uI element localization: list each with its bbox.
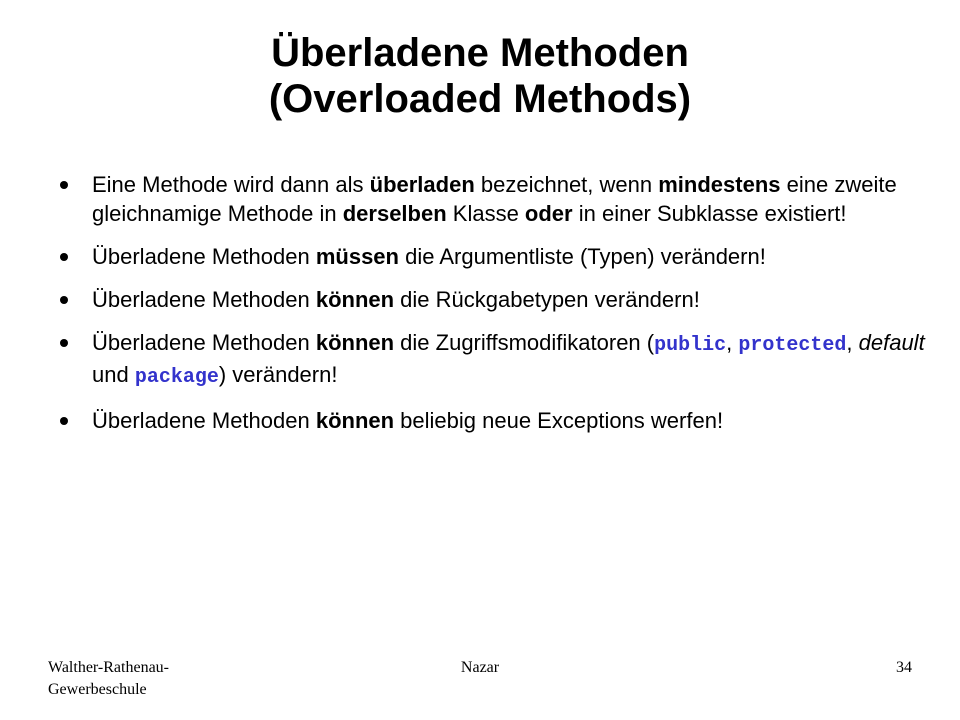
text: und bbox=[92, 362, 135, 387]
bullet-item-argument-list bbox=[56, 242, 926, 271]
text: die Zugriffsmodifikatoren ( bbox=[394, 330, 655, 355]
emphasis: können bbox=[315, 287, 395, 312]
text: Klasse bbox=[446, 201, 525, 226]
emphasis: derselben bbox=[342, 201, 447, 226]
title-line-1: Überladene Methoden bbox=[271, 31, 689, 75]
text: Überladene Methoden bbox=[92, 244, 316, 269]
text: die Rückgabetypen verändern! bbox=[394, 287, 700, 312]
title-line-2: (Overloaded Methods) bbox=[268, 77, 692, 121]
footer-page-number: 34 bbox=[896, 659, 912, 676]
text: Überladene Methoden bbox=[92, 287, 316, 312]
bullet-item-exceptions bbox=[56, 406, 926, 435]
emphasis: oder bbox=[524, 201, 573, 226]
text: in einer Subklasse existiert! bbox=[572, 201, 847, 226]
text: eine zweite gleichnamige Methode in bbox=[92, 172, 897, 226]
slide-title bbox=[0, 30, 960, 122]
bullet-dot-icon bbox=[60, 339, 68, 347]
text: bezeichnet, wenn bbox=[474, 172, 659, 197]
text: , bbox=[726, 330, 739, 355]
bullet-item-access-modifiers bbox=[56, 328, 926, 392]
emphasis: mindestens bbox=[658, 172, 781, 197]
text: ) verändern! bbox=[218, 362, 338, 387]
footer-school-line-1: Walther-Rathenau- bbox=[48, 659, 169, 676]
code-keyword: package bbox=[134, 366, 219, 389]
bullet-dot-icon bbox=[60, 417, 68, 425]
text: die Argumentliste (Typen) verändern! bbox=[398, 244, 766, 269]
emphasis: können bbox=[315, 408, 395, 433]
code-keyword: public bbox=[654, 334, 727, 357]
text: Eine Methode wird dann als bbox=[92, 172, 370, 197]
text: Überladene Methoden bbox=[92, 408, 316, 433]
code-keyword: protected bbox=[738, 334, 847, 357]
bullet-item-return-types bbox=[56, 285, 926, 314]
emphasis: überladen bbox=[369, 172, 475, 197]
footer-school-line-2: Gewerbeschule bbox=[48, 681, 147, 698]
bullet-list bbox=[56, 170, 926, 449]
emphasis: können bbox=[315, 330, 395, 355]
footer-author: Nazar bbox=[460, 659, 500, 676]
text: beliebig neue Exceptions werfen! bbox=[394, 408, 724, 433]
text: , bbox=[846, 330, 859, 355]
bullet-dot-icon bbox=[60, 296, 68, 304]
bullet-dot-icon bbox=[60, 253, 68, 261]
emphasis: müssen bbox=[315, 244, 399, 269]
bullet-dot-icon bbox=[60, 181, 68, 189]
bullet-item-overloaded-definition bbox=[56, 170, 926, 228]
text: Überladene Methoden bbox=[92, 330, 316, 355]
italic-term: default bbox=[858, 330, 925, 355]
